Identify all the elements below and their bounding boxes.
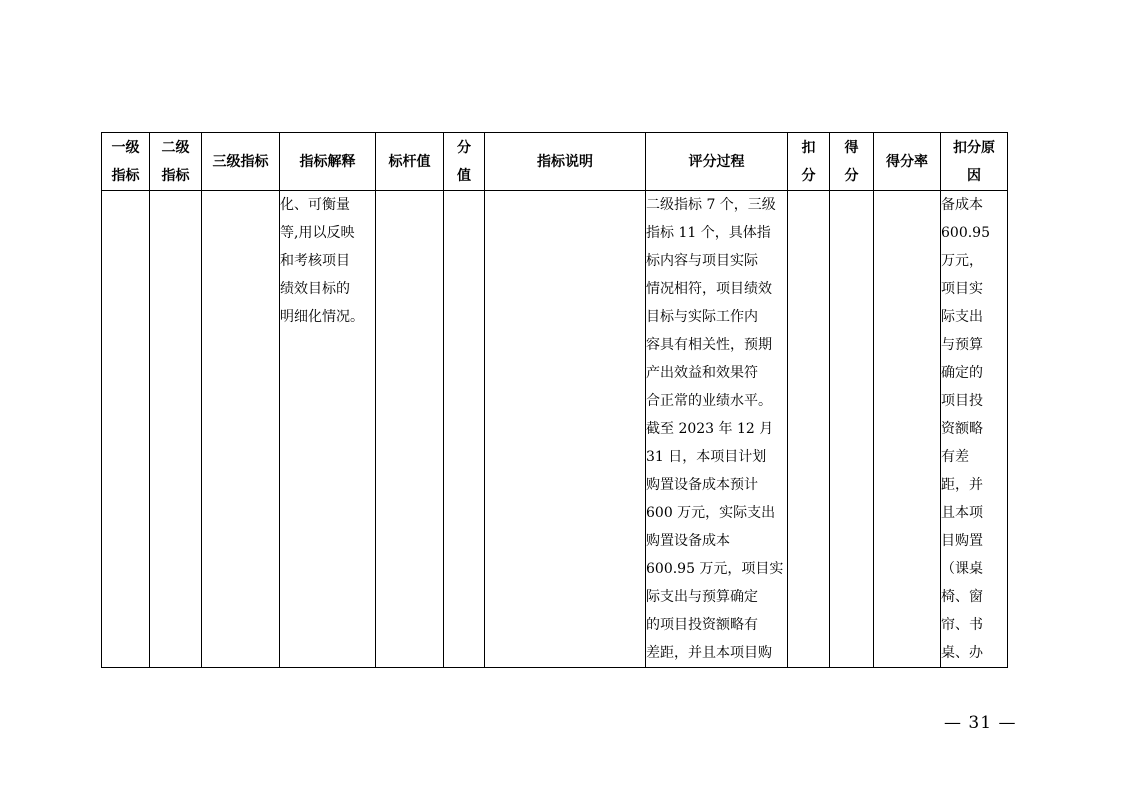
- header-score: 得 分: [830, 133, 874, 191]
- header-deduction: 扣 分: [788, 133, 830, 191]
- header-level1-indicator: 一级 指标: [102, 133, 150, 191]
- header-indicator-explanation: 指标解释: [280, 133, 376, 191]
- cell-score-rate: [874, 191, 941, 668]
- cell-score-value: [444, 191, 485, 668]
- cell-indicator-description: [485, 191, 646, 668]
- table-row: [102, 191, 1008, 668]
- header-scoring-process: 评分过程: [646, 133, 788, 191]
- cell-benchmark: [376, 191, 444, 668]
- cell-level1: [102, 191, 150, 668]
- cell-scoring-process: 二级指标 7 个，三级 指标 11 个，具体指 标内容与项目实际 情况相符，项目绩效 目标与实际工作内 容具有相关性，预期 产出效益和效果符 合正常的业绩水平。 截至 2023 年 12 月 31 日，本项目计划 购置设备成本预计 600 万元，实际支出 购置设备成本 600.95 万元，项目实 际支出与预算确定 的项目投资额略有 差距，并且本项目购: [646, 191, 788, 668]
- header-level2-indicator: 二级 指标: [150, 133, 202, 191]
- cell-deduction: [788, 191, 830, 668]
- cell-level3: [202, 191, 280, 668]
- header-benchmark-value: 标杆值: [376, 133, 444, 191]
- table-header-row: [102, 133, 1008, 191]
- performance-evaluation-table: [101, 132, 1008, 668]
- header-score-rate: 得分率: [874, 133, 941, 191]
- cell-score: [830, 191, 874, 668]
- header-score-value: 分 值: [444, 133, 485, 191]
- header-indicator-description: 指标说明: [485, 133, 646, 191]
- cell-indicator-explanation: 化、可衡量 等,用以反映 和考核项目 绩效目标的 明细化情况。: [280, 191, 376, 668]
- cell-level2: [150, 191, 202, 668]
- page-number: — 31 —: [944, 713, 1017, 733]
- header-deduction-reason: 扣分原 因: [941, 133, 1008, 191]
- cell-deduction-reason: 备成本 600.95 万元， 项目实 际支出 与预算 确定的 项目投 资额略 有差 距，并 且本项 目购置 （课桌 椅、窗 帘、书 桌、办: [941, 191, 1008, 668]
- header-level3-indicator: 三级指标: [202, 133, 280, 191]
